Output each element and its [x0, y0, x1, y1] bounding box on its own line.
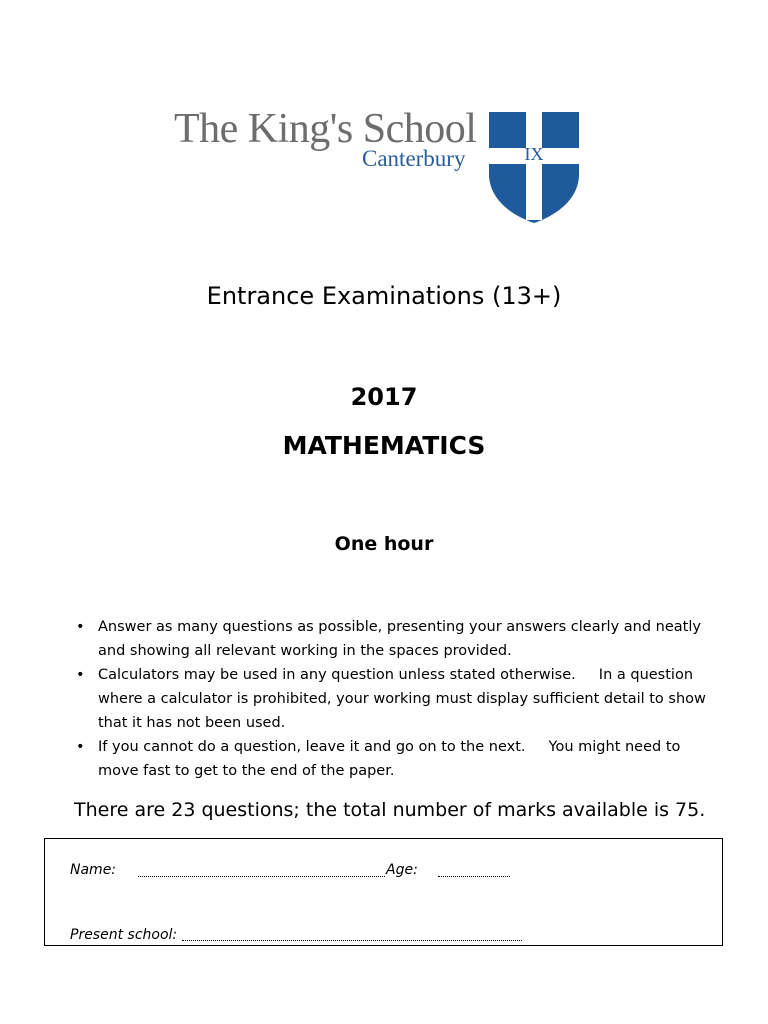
instruction-item	[70, 615, 720, 663]
school-location: Canterbury	[362, 146, 466, 171]
exam-subject: MATHEMATICS	[282, 431, 486, 460]
crest-mark: IX	[524, 144, 544, 164]
age-label: Age:	[386, 862, 418, 878]
school-name: The King's School	[174, 106, 477, 152]
present-school-field[interactable]	[182, 940, 522, 941]
instruction-item	[70, 735, 720, 783]
candidate-details-box	[44, 838, 723, 946]
instruction-item	[70, 663, 720, 735]
name-label: Name:	[70, 862, 117, 878]
school-logo	[174, 105, 584, 227]
bullet-icon: •	[76, 667, 85, 683]
instruction-text: If you cannot do a question, leave it and go on to the next. You might need to move fast to get to the end of the paper.	[98, 739, 681, 779]
exam-duration: One hour	[334, 533, 434, 555]
bullet-icon: •	[76, 739, 85, 755]
present-school-label: Present school:	[70, 927, 178, 943]
age-field[interactable]	[438, 876, 510, 877]
instruction-text: Calculators may be used in any question unless stated otherwise. In a question where a calculator is prohibited, your working must display sufficient detail to show that it has not been used.	[98, 667, 706, 731]
instruction-text: Answer as many questions as possible, presenting your answers clearly and neatly and showing all relevant working in the spaces provided.	[98, 619, 701, 659]
bullet-icon: •	[76, 619, 85, 635]
exam-title: Entrance Examinations (13+)	[206, 282, 562, 310]
exam-year: 2017	[350, 383, 418, 411]
school-crest-icon	[489, 112, 579, 224]
name-field[interactable]	[138, 876, 385, 877]
instructions-list	[70, 615, 720, 783]
marks-summary: There are 23 questions; the total number of marks available is 75.	[74, 799, 706, 821]
